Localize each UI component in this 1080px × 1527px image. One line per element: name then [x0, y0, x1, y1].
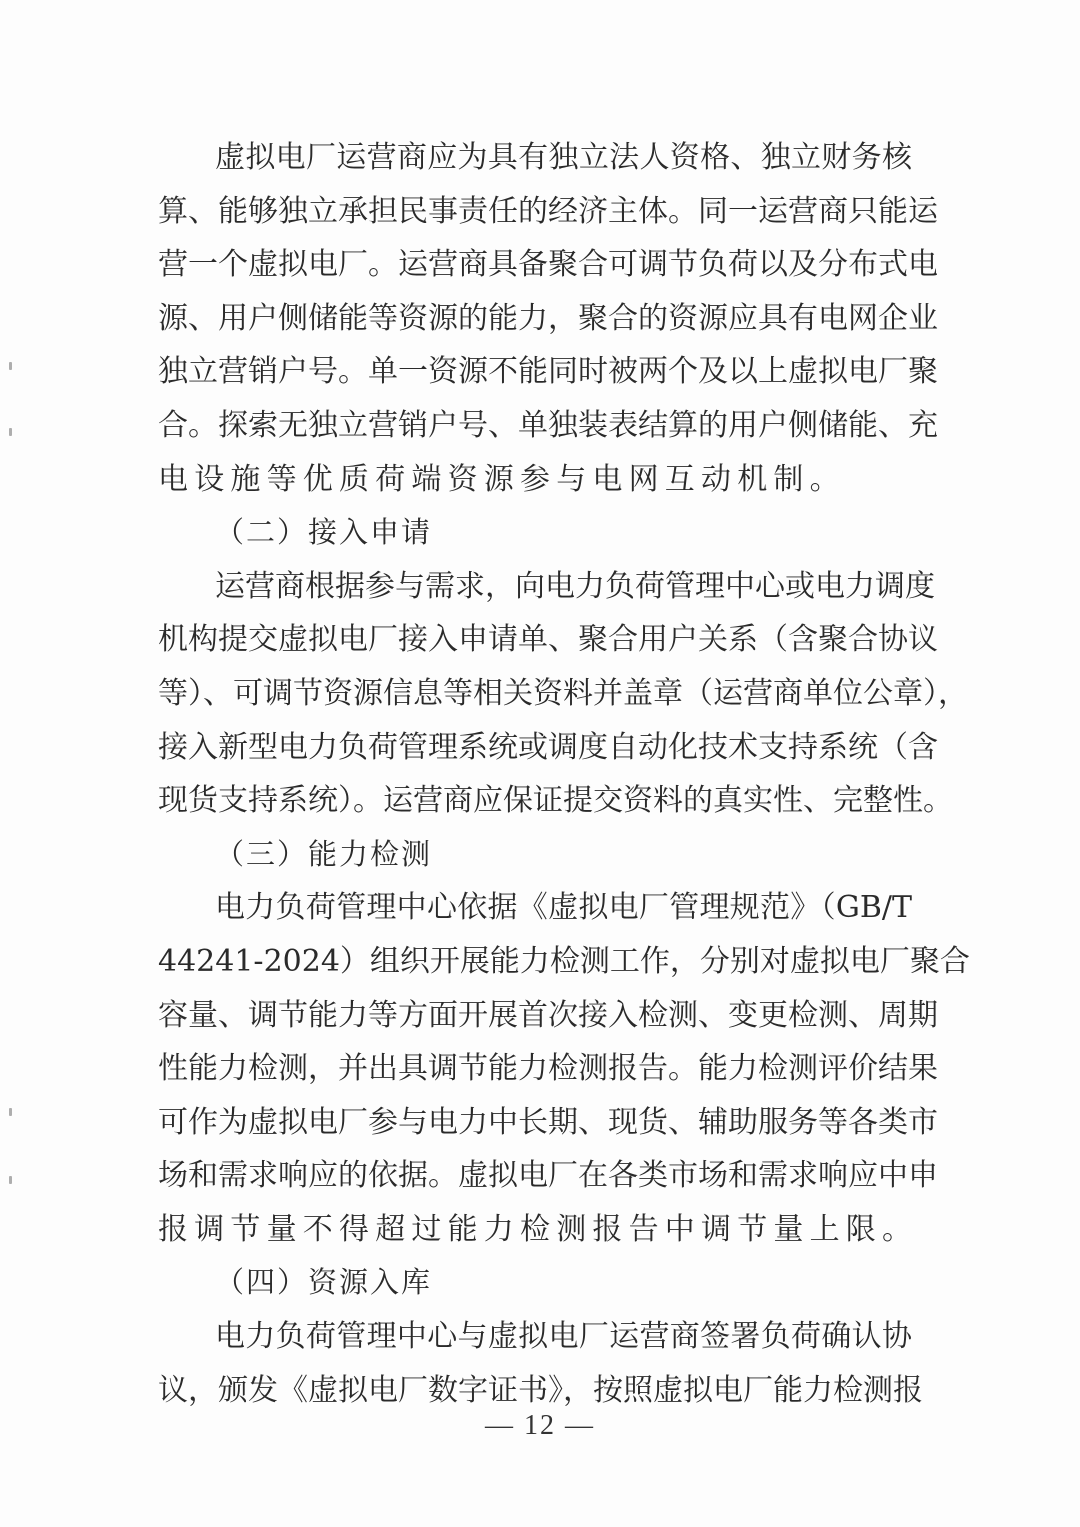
binding-hole-mark [9, 362, 12, 370]
paragraph-line: 源、用户侧储能等资源的能力，聚合的资源应具有电网企业 [158, 300, 938, 336]
paragraph-line: 等）、可调节资源信息等相关资料并盖章（运营商单位公章）， [158, 675, 968, 711]
page-number: — 12 — [485, 1410, 595, 1441]
paragraph-line: 接入新型电力负荷管理系统或调度自动化技术支持系统（含 [158, 729, 938, 765]
binding-hole-mark [9, 428, 12, 436]
paragraph-line: 可作为虚拟电厂参与电力中长期、现货、辅助服务等各类市 [158, 1104, 938, 1140]
paragraph-line: 合。探索无独立营销户号、单独装表结算的用户侧储能、充 [158, 407, 938, 443]
binding-hole-mark [9, 1176, 12, 1184]
section-heading-access-application: （二）接入申请 [215, 515, 433, 550]
paragraph-line: 性能力检测，并出具调节能力检测报告。能力检测评价结果 [158, 1051, 938, 1087]
paragraph-line: 独立营销户号。单一资源不能同时被两个及以上虚拟电厂聚 [158, 354, 938, 390]
binding-hole-mark [9, 1108, 12, 1116]
document-body [158, 131, 970, 1417]
section-heading-resource-registration: （四）资源入库 [215, 1265, 433, 1300]
paragraph-line: 议，颁发《虚拟电厂数字证书》，按照虚拟电厂能力检测报 [158, 1372, 923, 1408]
paragraph-line: 场和需求响应的依据。虚拟电厂在各类市场和需求响应中申 [158, 1158, 938, 1194]
paragraph-line: 算、能够独立承担民事责任的经济主体。同一运营商只能运 [158, 193, 938, 229]
paragraph-line: 电力负荷管理中心与虚拟电厂运营商签署负荷确认协 [215, 1319, 912, 1355]
paragraph-line: 44241-2024）组织开展能力检测工作，分别对虚拟电厂聚合 [158, 943, 970, 979]
paragraph-line: 营一个虚拟电厂。运营商具备聚合可调节负荷以及分布式电 [158, 247, 938, 283]
section-heading-capability-testing: （三）能力检测 [215, 836, 433, 871]
paragraph-line: 机构提交虚拟电厂接入申请单、聚合用户关系（含聚合协议 [158, 622, 938, 658]
paragraph-line: 运营商根据参与需求，向电力负荷管理中心或电力调度 [215, 568, 935, 604]
paragraph-line: 电力负荷管理中心依据《虚拟电厂管理规范》（GB/T [215, 890, 912, 926]
paragraph-line: 报调节量不得超过能力检测报告中调节量上限。 [158, 1211, 919, 1247]
paragraph-line: 虚拟电厂运营商应为具有独立法人资格、独立财务核 [215, 140, 912, 175]
paragraph-line: 容量、调节能力等方面开展首次接入检测、变更检测、周期 [158, 997, 938, 1033]
paragraph-line: 现货支持系统）。运营商应保证提交资料的真实性、完整性。 [158, 783, 953, 819]
paragraph-line: 电设施等优质荷端资源参与电网互动机制。 [158, 461, 846, 497]
